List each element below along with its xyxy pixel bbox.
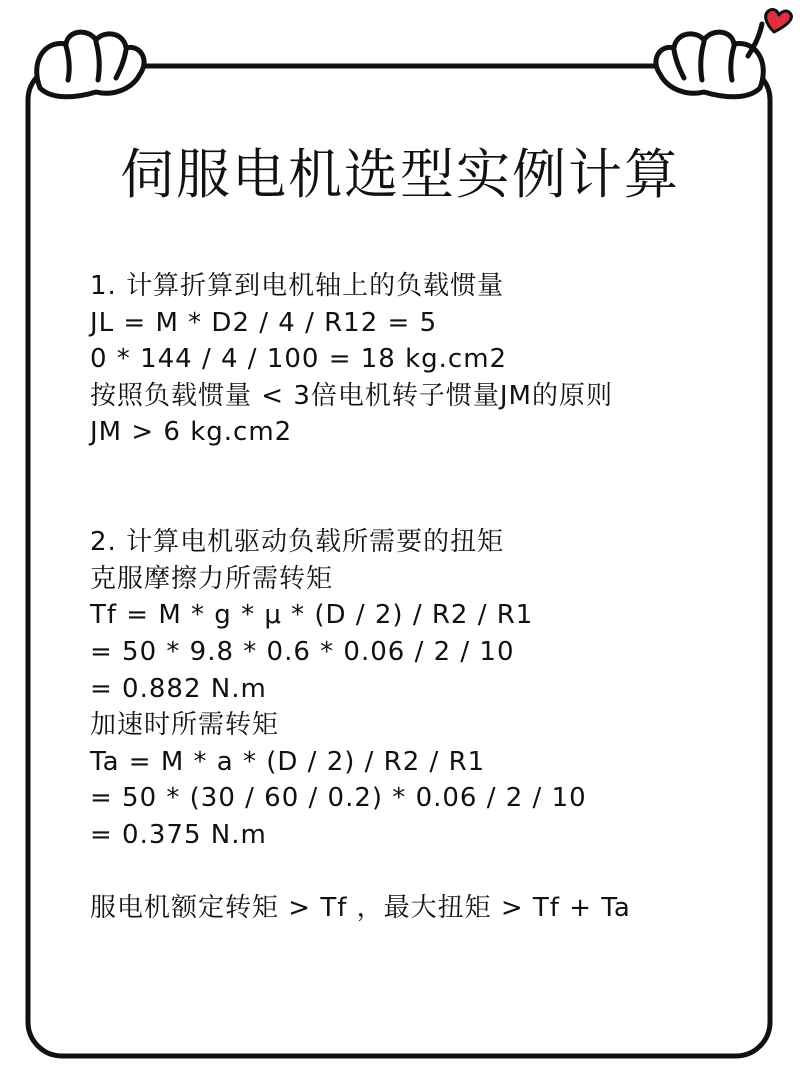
- text-line: 1. 计算折算到电机轴上的负载惯量: [90, 271, 505, 301]
- blank-line: [90, 451, 730, 488]
- calculation-body: [90, 268, 730, 927]
- right-hand-icon: [656, 24, 763, 97]
- text-line: JM > 6 kg.cm2: [90, 417, 293, 448]
- text-line: = 50 * (30 / 60 / 0.2) * 0.06 / 2 / 10: [90, 783, 587, 814]
- text-line: 0 * 144 / 4 / 100 = 18 kg.cm2: [90, 344, 508, 375]
- text-line: 按照负载惯量 < 3倍电机转子惯量JM的原则: [90, 380, 613, 411]
- text-line: Ta = M * a * (D / 2) / R2 / R1: [90, 746, 486, 777]
- heart-icon: [766, 9, 792, 32]
- left-hand-icon: [37, 32, 144, 97]
- text-line: Tf = M * g * μ * (D / 2) / R2 / R1: [90, 600, 534, 631]
- blank-line: [90, 854, 730, 891]
- text-line: 2. 计算电机驱动负载所需要的扭矩: [90, 527, 505, 558]
- text-line: 克服摩擦力所需转矩: [90, 563, 334, 594]
- blank-line: [90, 488, 730, 525]
- text-line: JL = M * D2 / 4 / R12 = 5: [90, 307, 438, 338]
- text-line: 加速时所需转矩: [90, 710, 280, 741]
- text-line: = 50 * 9.8 * 0.6 * 0.06 / 2 / 10: [90, 636, 515, 667]
- text-line: 服电机额定转矩 > Tf ，最大扭矩 > Tf + Ta: [90, 893, 631, 924]
- page-title: 伺服电机选型实例计算: [120, 143, 680, 206]
- text-line: = 0.882 N.m: [90, 673, 267, 704]
- text-line: = 0.375 N.m: [90, 819, 267, 850]
